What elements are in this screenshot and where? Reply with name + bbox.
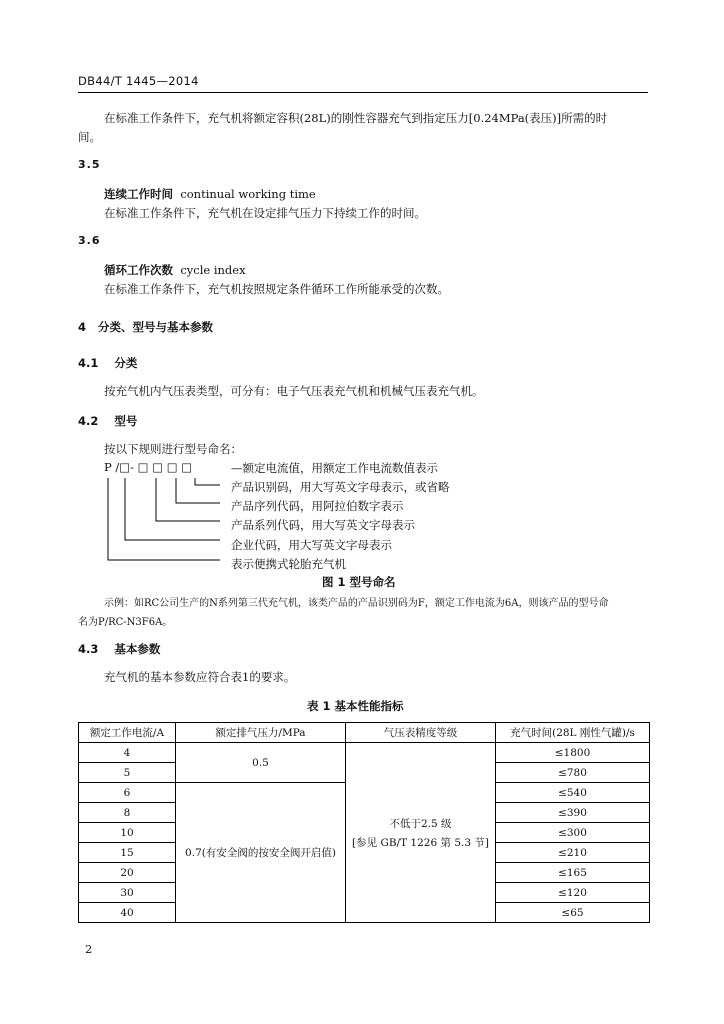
header-fill-time: 充气时间(28L 刚性气罐)/s — [496, 723, 650, 743]
header-gauge-accuracy: 气压表精度等级 — [346, 723, 496, 743]
section-number-4-1: 4.1 — [78, 356, 99, 370]
table-row — [79, 743, 650, 763]
section-number-3-5: 3.5 — [78, 158, 101, 171]
fill-time-cell: ≤390 — [496, 803, 650, 823]
model-code-string: P /□- □ □ □ □ — [104, 460, 193, 474]
current-cell: 4 — [79, 743, 176, 763]
table-header-row — [79, 723, 650, 743]
parameters-text: 充气机的基本参数应符合表1的要求。 — [104, 670, 296, 684]
term-3-6-cn: 循环工作次数 — [104, 263, 173, 277]
current-cell: 5 — [79, 763, 176, 783]
term-3-6 — [104, 262, 246, 278]
term-3-6-en: cycle index — [180, 263, 246, 277]
fill-time-cell: ≤780 — [496, 763, 650, 783]
section-number-4: 4 — [78, 320, 87, 334]
page-number: 2 — [85, 942, 93, 956]
label-company-code: 企业代码，用大写英文字母表示 — [231, 538, 392, 552]
label-product-series-code: 产品系列代码，用大写英文字母表示 — [231, 518, 415, 532]
fill-time-cell: ≤120 — [496, 883, 650, 903]
example-line-1: 示例：如RC公司生产的N系列第三代充气机，该类产品的产品识别码为F，额定工作电流为6A，则该产品的型号命 — [104, 598, 609, 609]
header-rule — [78, 92, 648, 93]
section-number-3-6: 3.6 — [78, 234, 101, 247]
term-3-5 — [104, 186, 316, 202]
term-3-5-en: continual working time — [180, 187, 316, 201]
fill-time-cell: ≤165 — [496, 863, 650, 883]
definition-3-5: 在标准工作条件下，充气机在设定排气压力下持续工作的时间。 — [104, 206, 426, 220]
document-number: DB44/T 1445—2014 — [78, 74, 199, 88]
pressure-cell-low: 0.5 — [176, 743, 346, 783]
fill-time-definition: 在标准工作条件下，充气机将额定容积(28L)的刚性容器充气到指定压力[0.24MPa(表压)]所需的时 — [104, 111, 608, 125]
section-number-4-2: 4.2 — [78, 414, 99, 428]
current-cell: 6 — [79, 783, 176, 803]
example-line-2: 名为P/RC-N3F6A。 — [78, 617, 173, 628]
definition-3-6: 在标准工作条件下，充气机按照规定条件循环工作所能承受的次数。 — [104, 282, 449, 296]
label-product-sequence-code: 产品序列代码，用阿拉伯数字表示 — [231, 499, 404, 513]
current-cell: 10 — [79, 823, 176, 843]
label-product-id-code: 产品识别码，用大写英文字母表示，或省略 — [231, 480, 450, 494]
section-heading-4 — [78, 319, 213, 335]
fill-time-cell: ≤540 — [496, 783, 650, 803]
section-title-4-2: 型号 — [114, 414, 138, 428]
current-cell: 40 — [79, 903, 176, 923]
pressure-cell-high: 0.7(有安全阀的按安全阀开启值) — [176, 783, 346, 923]
header-rated-pressure: 额定排气压力/MPa — [176, 723, 346, 743]
accuracy-line-2: [参见 GB/T 1226 第 5.3 节] — [352, 836, 489, 849]
fill-time-cell: ≤65 — [496, 903, 650, 923]
label-rated-current: —额定电流值，用额定工作电流数值表示 — [231, 461, 438, 475]
section-title-4-1: 分类 — [114, 356, 138, 370]
section-heading-4-1 — [78, 355, 137, 371]
figure-caption: 图 1 型号命名 — [322, 575, 396, 589]
section-heading-4-3 — [78, 641, 160, 657]
accuracy-line-1: 不低于2.5 级 — [389, 817, 452, 830]
fill-time-cell: ≤210 — [496, 843, 650, 863]
fill-time-cell: ≤300 — [496, 823, 650, 843]
header-rated-current: 额定工作电流/A — [79, 723, 176, 743]
section-heading-4-2 — [78, 413, 137, 429]
section-title-4: 分类、型号与基本参数 — [98, 320, 214, 334]
classification-text: 按充气机内气压表类型，可分有：电子气压表充气机和机械气压表充气机。 — [104, 384, 484, 398]
fill-time-definition-end: 间。 — [78, 130, 101, 144]
fill-time-cell: ≤1800 — [496, 743, 650, 763]
current-cell: 15 — [79, 843, 176, 863]
section-title-4-3: 基本参数 — [114, 642, 161, 656]
current-cell: 30 — [79, 883, 176, 903]
accuracy-cell — [346, 743, 496, 923]
table-caption: 表 1 基本性能指标 — [307, 699, 404, 713]
current-cell: 8 — [79, 803, 176, 823]
section-number-4-3: 4.3 — [78, 642, 99, 656]
term-3-5-cn: 连续工作时间 — [104, 187, 173, 201]
model-bracket-lines — [104, 472, 244, 570]
model-intro: 按以下规则进行型号命名： — [104, 442, 242, 456]
performance-table — [78, 722, 650, 923]
current-cell: 20 — [79, 863, 176, 883]
label-portable-tire-inflator: 表示便携式轮胎充气机 — [231, 557, 346, 571]
